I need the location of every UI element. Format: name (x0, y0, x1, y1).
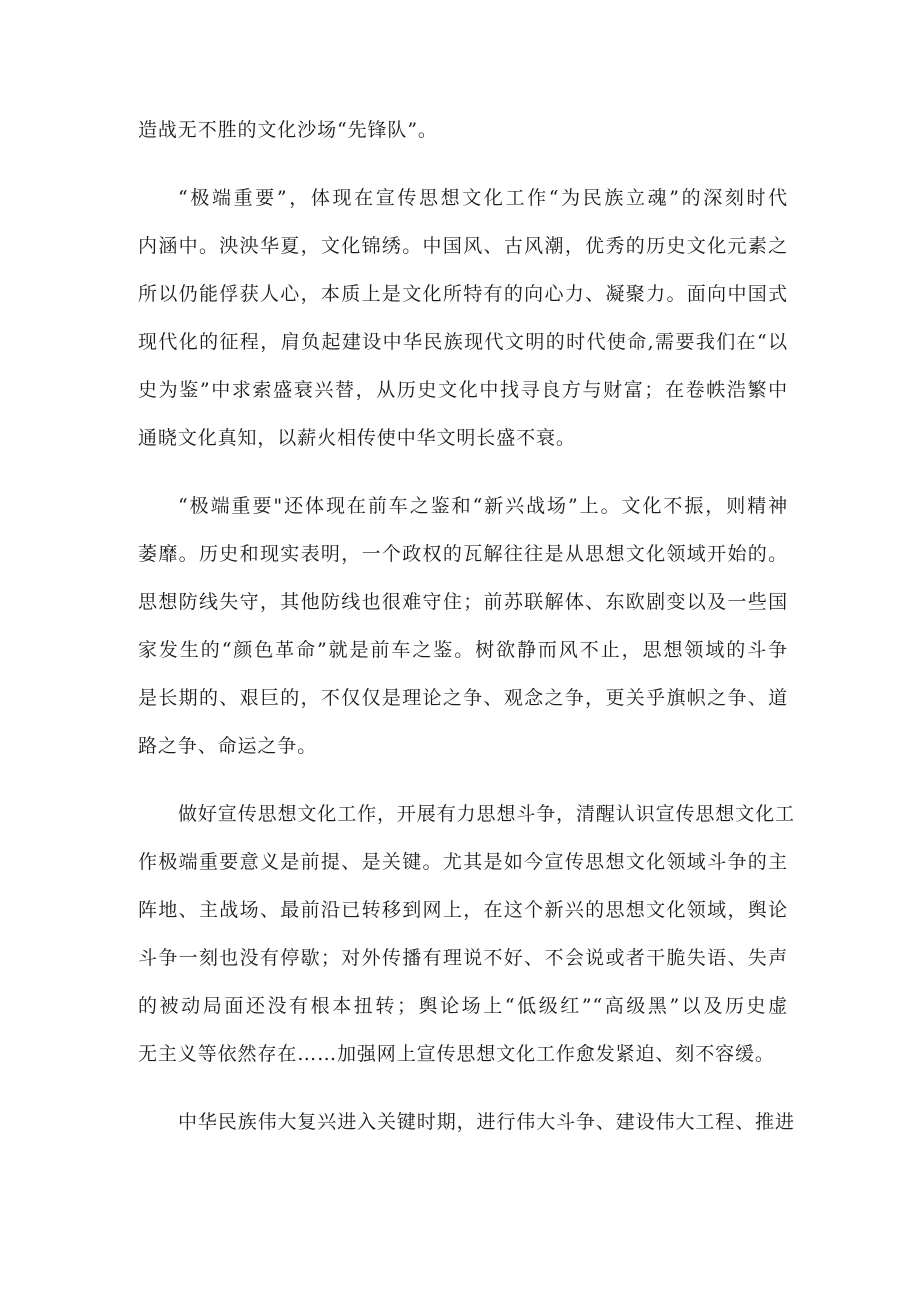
text-line: 造战无不胜的文化沙场“先锋队”。 (138, 119, 438, 141)
text-line: 的被动局面还没有根本扭转；舆论场上“低级红”“高级黑”以及历史虚 (138, 995, 788, 1017)
paragraph (138, 106, 788, 154)
paragraph (138, 790, 795, 1078)
text-line: “极端重要”，体现在宣传思想文化工作“为民族立魂”的深刻时代 (178, 187, 788, 209)
document-page (138, 106, 795, 1166)
text-line: 无主义等依然存在……加强网上宣传思想文化工作愈发紧迫、刻不容缓。 (138, 1043, 775, 1065)
paragraph (138, 1098, 795, 1146)
text-line: 中华民族伟大复兴进入关键时期，进行伟大斗争、建设伟大工程、推进 (178, 1111, 795, 1133)
text-line: 所以仍能俘获人心，本质上是文化所特有的向心力、凝聚力。面向中国式 (138, 283, 788, 305)
text-line: 做好宣传思想文化工作，开展有力思想斗争，清醒认识宣传思想文化工 (178, 803, 795, 825)
text-line: 通晓文化真知，以薪火相传使中华文明长盛不衰。 (138, 427, 576, 449)
paragraph (138, 174, 788, 462)
text-line: 萎靡。历史和现实表明，一个政权的瓦解往往是从思想文化领域开始的。 (138, 543, 788, 565)
text-line: 作极端重要意义是前提、是关键。尤其是如今宣传思想文化领域斗争的主 (138, 851, 788, 873)
text-line: 内涵中。泱泱华夏，文化锦绣。中国风、古风潮，优秀的历史文化元素之 (138, 235, 788, 257)
text-line: 思想防线失守，其他防线也很难守住；前苏联解体、东欧剧变以及一些国 (138, 591, 788, 613)
paragraph (138, 482, 788, 770)
text-line: 斗争一刻也没有停歇；对外传播有理说不好、不会说或者干脆失语、失声 (138, 947, 788, 969)
text-line: 家发生的“颜色革命”就是前车之鉴。树欲静而风不止，思想领域的斗争 (138, 639, 788, 661)
text-line: 现代化的征程，肩负起建设中华民族现代文明的时代使命,需要我们在“以 (138, 331, 788, 353)
text-line: 阵地、主战场、最前沿已转移到网上，在这个新兴的思想文化领域，舆论 (138, 899, 788, 921)
text-line: 史为鉴”中求索盛衰兴替，从历史文化中找寻良方与财富；在卷帙浩繁中 (138, 379, 788, 401)
text-line: 是长期的、艰巨的，不仅仅是理论之争、观念之争，更关乎旗帜之争、道 (138, 687, 788, 709)
text-line: “极端重要"还体现在前车之鉴和“新兴战场”上。文化不振，则精神 (178, 495, 788, 517)
text-line: 路之争、命运之争。 (138, 735, 318, 757)
